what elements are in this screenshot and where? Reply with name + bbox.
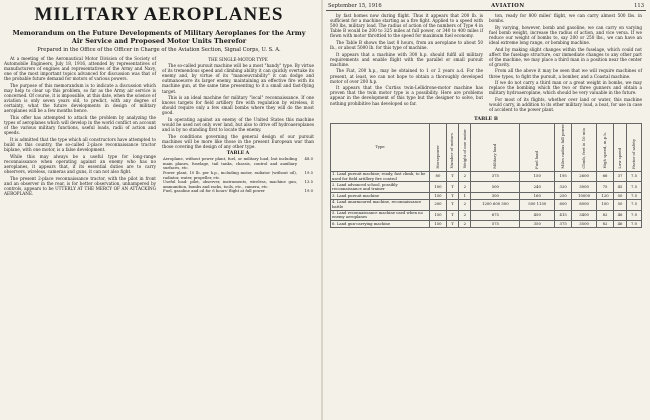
table-cell: 120 (597, 193, 614, 199)
table-cell: 100 (430, 182, 447, 193)
column-header: Military load (471, 123, 520, 171)
table-cell: Fuel, gasoline and oil for 6 hours' flight at full power (163, 188, 265, 194)
table-row (331, 199, 642, 210)
table-cell: 150 (520, 171, 555, 182)
column-header: Factor of safety (626, 123, 641, 171)
table-row (331, 182, 642, 193)
table-cell: 66 (597, 171, 614, 182)
table-cell: Useful load: pilot, observer, instruments, wireless, machine gun, ammunition, bombs and racks, tools, etc., camera, etc. (163, 179, 297, 189)
table-cell: 100 (597, 199, 614, 210)
paragraph: ton, ready for 800 miles' flight, we can carry almost 500 lbs. in bombs. (489, 13, 642, 24)
paragraph: The conditions governing the general design of our pursuit machines will be more like those in the present European war than those covering the design of any other type. (162, 133, 314, 149)
paragraph: It appears that a machine with 300 h.p. should fulfil all military requirements and enable flight with the parallel or small pursuit machine. (330, 51, 483, 67)
table-cell: 7.5 (626, 171, 641, 182)
table-a-title: TABLE A (226, 151, 250, 157)
paragraph: From all the above it may be seen that we will require machines of three types, to fight the pursuit, a bomber, and a Coastal machine. (489, 68, 642, 79)
left-columns (0, 56, 318, 197)
paragraph: by fast homes now during flight. Thus it appears that 200 lb. is sufficient for a machine starting as a fire fight. Applied to a speed with 500 lbs, military load. The radius of action of the numbers of Type 4 in Table B would be 200 to 325 miles at full power, or 340 to 400 miles if flown with motor throttled to the speed for maximum fuel economy. (330, 13, 483, 39)
table-cell: 8000 (572, 199, 597, 210)
paragraph: This is an ideal machine for military "local" reconnaissance. If one knows targets for field artillery fire with regulation by wireless, it should require only a few small bombs where they will do the most good. (162, 95, 314, 116)
running-header (326, 0, 646, 11)
table-cell: 4. Land unarmoured machine, reconnaissance battle (331, 199, 430, 210)
table-cell: 320 (555, 182, 572, 193)
table-b (330, 123, 642, 228)
table-cell: Power plant, 10 lb. per h.p., including motor, radiator (without oil), radiator, water, propeller, etc. (163, 169, 297, 180)
table-cell: 6. Land gun-carrying machine (331, 221, 430, 227)
table-cell: 50 (614, 199, 627, 210)
table-cell: 75 (597, 182, 614, 193)
page-gutter (321, 0, 323, 420)
table-cell: 19.0 (304, 188, 313, 194)
table-cell: 150 (430, 221, 447, 227)
table-cell: 2600 (572, 171, 597, 182)
table-cell: 45 (614, 182, 627, 193)
table-cell: 82 (597, 210, 614, 221)
paragraph: The Fiat, 200 h.p., may be obtained to 1 or 2 years a.d. For the present, at least, we can not hope to obtain a thoroughly developed motor of over 200 h.p. (330, 68, 483, 84)
paragraph: If we do not carry a third man or a great weight in bombs, we may replace the bombing which the two or three gunners and obtain a military hydroaeroplane, which should be very valuable in the future. (489, 80, 642, 96)
table-cell: 160 (520, 193, 555, 199)
table-cell: 80 (430, 171, 447, 182)
table-cell: 3400 (572, 210, 597, 221)
table-cell: 7.0 (626, 210, 641, 221)
table-cell: 2 (459, 210, 471, 221)
table-cell: 300 (471, 193, 520, 199)
table-cell: 3000 (572, 182, 597, 193)
table-cell: 2. Land advanced school, possibly reconnaissance and trainer (331, 182, 430, 193)
column-header: Number of motors (446, 123, 458, 171)
paragraph: This offer has attempted to attack the problem by analyzing the types of aeroplanes which will develop in the world conflict on account of the various military functions, useful loads, radii of action and speeds. (4, 115, 156, 136)
table-cell: 200 (430, 199, 447, 210)
column-header: Low speed (614, 123, 627, 171)
table-cell: 46 (614, 221, 627, 227)
section-heading: THE SINGLE-MOTOR TYPE (208, 57, 268, 62)
table-cell: 195 (555, 171, 572, 182)
table-cell: 2 (459, 221, 471, 227)
left-page (0, 0, 318, 420)
paragraph: While this may always be a useful type for long-range reconnaissance when operating against an enemy who has no aeroplanes, it appears that, if its essential duties are to carry observers, wireless, cameras and guns, it can not also fight. (4, 153, 156, 174)
paragraph: And by making slight changes within the fuselage, which could not affect the fuselage structure, our immediate changes to any other part of the machine, we may place a third man in a position near the center of gravity. (489, 46, 642, 67)
column-header: Type (331, 123, 430, 171)
table-cell: 150 (430, 193, 447, 199)
table-cell: 48.0 (304, 156, 313, 162)
article-subtitle: Memorandum on the Future Developments of Military Aeroplanes for the Army Air Service and Proposed Motor Units Therefor (12, 29, 306, 45)
issue-date: September 15, 1916 (328, 3, 382, 9)
table-row (331, 171, 642, 182)
table-cell: T (446, 221, 458, 227)
table-cell: Aeroplane, without power plant, fuel, or military load, but including main planes, fuselage, tail tanks, chassis, control and auxiliary surfaces, etc. (163, 156, 297, 171)
table-cell: 19.5 (304, 169, 313, 175)
right-column-2 (489, 13, 642, 114)
paragraph: At a meeting of the Aeronautical Motor Division of the Society of Automobile Engineers, July 18, 1916, attended by representatives of manufacturers of engines and representatives of the Army and Navy, one of the most important topics advanced for discussion was that of the probable future demand for motors of various powers. (4, 56, 156, 82)
table-cell: 2 (459, 171, 471, 182)
paragraph: The purpose of this memorandum is to indicate a discussion which may help to clear up this problem, so far as the Army air service is concerned. Of course, it is impossible, at this date, when the science of aviation is only seven years old, to predict, with any degree of certainty, what the future developments in design of military aeroplanes will be a few months hence. (4, 82, 156, 114)
table-a (162, 157, 314, 194)
table-cell: 375 (471, 171, 520, 182)
table-cell: 2 (459, 199, 471, 210)
table-cell: 1 (459, 193, 471, 199)
right-page (326, 0, 646, 420)
table-cell: 450 (520, 210, 555, 221)
table-row (331, 210, 642, 221)
paragraph: The so-called pursuit machine will be a most "handy" type. By virtue of its tremendous speed and climbing ability it can quickly overtake its enemy and, by virtue of its "manoeuvrability" it can dodge and outmanoeuvre its larger enemy, maintaining an effective fire with its machine gun, at the same time presenting to it a small and fast-flying target. (162, 63, 314, 94)
table-row (162, 189, 314, 194)
table-cell: 3500 (572, 221, 597, 227)
paragraph: It appears that the Curtiss twin-Lellidrone-motor machine has proven that the twin motor type is a possibility. Here are problems appear in the development of this type but the designer to solve, but nothing prohibitive has developed so far. (330, 85, 483, 106)
table-cell: 1. Land pursuit machine; ready, fast climb, to be used for field artillery fire control (331, 171, 430, 182)
table-cell: 2 (459, 182, 471, 193)
article-title: MILITARY AEROPLANES (34, 4, 284, 25)
page-number: 113 (634, 3, 644, 9)
table-cell: 250 (555, 193, 572, 199)
article-byline: Prepared in the Office of the Officer in Charge of the Aviation Section, Signal Corps, U. S. A. (37, 47, 281, 53)
paragraph: It is admitted that the type which all constructors have attempted to build in this country, the so-called 2-place reconnaissance tractor biplane, with one motor, is a false development. (4, 136, 156, 153)
table-cell: 37 (614, 171, 627, 182)
right-column-1 (330, 13, 483, 114)
right-columns (326, 13, 646, 114)
paragraph: By varying, however, bomb and gasoline, we can carry on varying fuel bomb weight, increase the radius of action, and vice versa. If we reduce our weight of bombs to, say 200 or 250 lbs., we can have an ideal extreme long range, or bombing machine. (489, 24, 642, 45)
paragraph: For most of its flights, whether over land or water, this machine would carry, in addition to its other military load, a boat, for use in case of accident to the power plant. (489, 96, 642, 113)
column-header: Weight of one motor (459, 123, 471, 171)
paragraph: The present 2-place reconnaissance tractor, with the pilot in front and an observer in the rear, is for better observation, unhampered by controls, appears to be UTTERLY AT THE MERCY OF AN ATTACKING AEROPLANE. (4, 175, 156, 196)
table-cell: 600 (555, 199, 572, 210)
table-cell: 240 (520, 182, 555, 193)
table-cell: 5. Land reconnaissance machine used when no enemy aeroplanes (331, 210, 430, 221)
column-header: Fuel load (520, 123, 555, 171)
column-header: Horsepower (430, 123, 447, 171)
table-cell: T (446, 182, 458, 193)
table-header-row (331, 123, 642, 171)
column-header: Climb, feet in 10 min (572, 123, 597, 171)
table-cell: 50 (614, 193, 627, 199)
table-cell: 13.5 (304, 179, 313, 185)
table-cell: 7.0 (626, 221, 641, 227)
column-header: High speed, m.p.h. (597, 123, 614, 171)
table-cell: 500 (471, 182, 520, 193)
left-column-2 (162, 56, 314, 197)
table-cell: 375 (555, 221, 572, 227)
paragraph: The Table B shows the last 8 hours, from an aeroplane to about 50 lb., or about 5000 lb. for this type of machine. (330, 39, 483, 51)
table-cell: 7.5 (626, 193, 641, 199)
table-cell: T (446, 199, 458, 210)
table-cell: 415 (555, 210, 572, 221)
table-cell: 675 (471, 210, 520, 221)
paragraph: In operating against an enemy of the United States this machine would be used not only over land, but also to drive off hydroaeroplanes and is by no standing first to locate the enemy. (162, 117, 314, 133)
table-row (331, 221, 642, 227)
table-cell: 3. Land pursuit machine (331, 193, 430, 199)
table-cell: T (446, 210, 458, 221)
column-header: Miles radius full power (555, 123, 572, 171)
table-cell: 1200 600 500 (471, 199, 520, 210)
table-cell: 7.5 (626, 199, 641, 210)
left-column-1 (4, 56, 156, 197)
table-cell: T (446, 193, 458, 199)
table-cell: 7.5 (626, 182, 641, 193)
publication-name: AVIATION (491, 3, 525, 9)
table-row (162, 157, 314, 171)
table-cell: 10000 (572, 193, 597, 199)
table-b-title: TABLE B (474, 115, 498, 122)
table-cell: 82 (597, 221, 614, 227)
table-cell: 500 1150 (520, 199, 555, 210)
table-cell: 350 (520, 221, 555, 227)
table-cell: 150 (430, 210, 447, 221)
table-cell: 575 (471, 221, 520, 227)
table-cell: 46 (614, 210, 627, 221)
table-cell: T (446, 171, 458, 182)
